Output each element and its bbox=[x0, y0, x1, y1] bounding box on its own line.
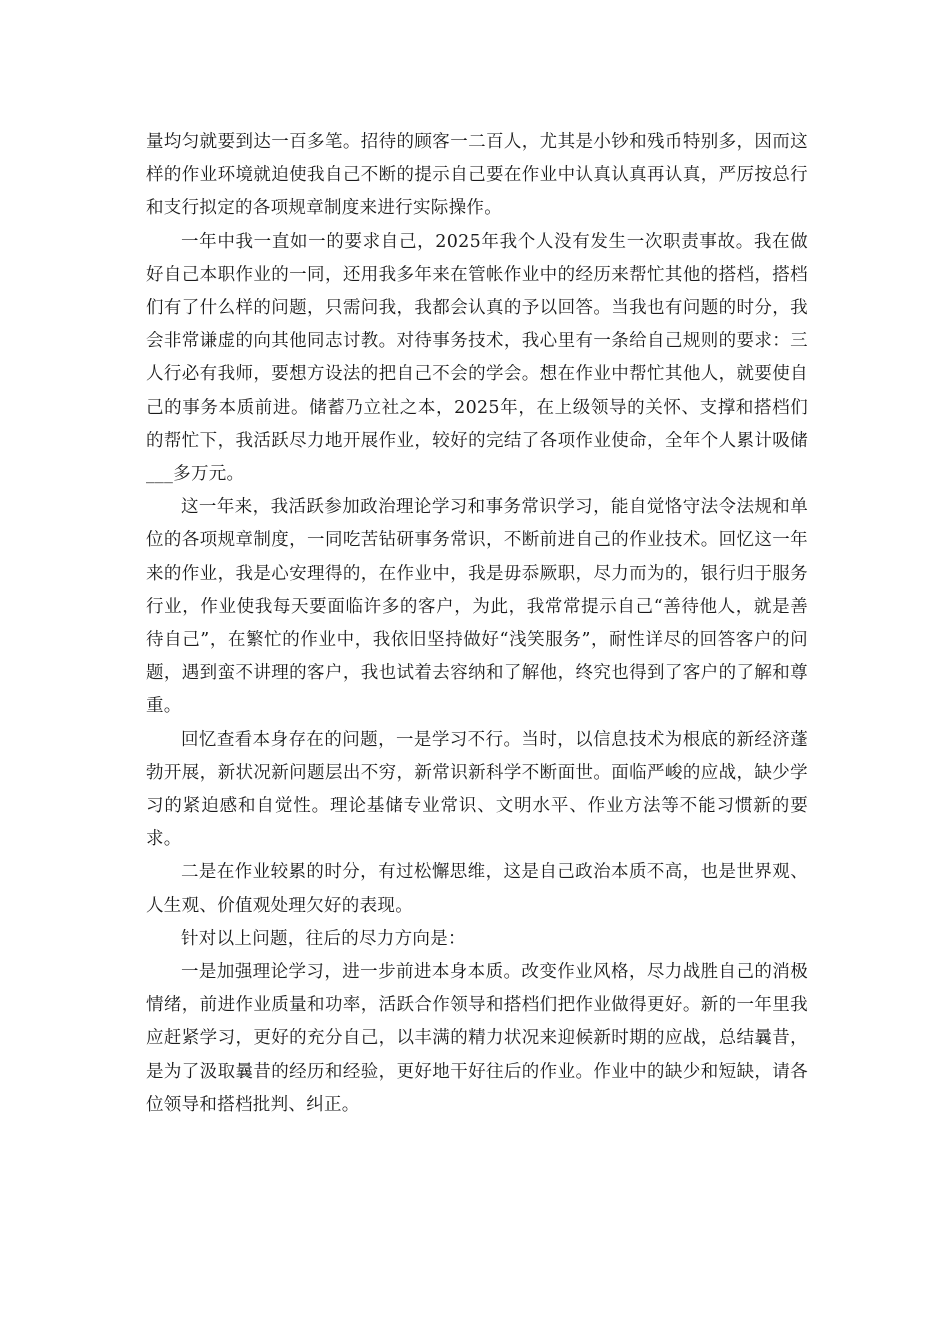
paragraph-responsibility: 一年中我一直如一的要求自己，2025年我个人没有发生一次职责事故。我在做好自己本职作业的一同，还用我多年来在管帐作业中的经历来帮忙其他的搭档，搭档们有了什么样的问题，只需问我，我都会认真的予以回答。当我也有问题的时分，我会非常谦虚的向其他同志讨教。对待事务技术，我心里有一条给自己规则的要求：三人行必有我师，要想方设法的把自己不会的学会。想在作业中帮忙其他人，就要使自己的事务本质前进。储蓄乃立社之本，2025年，在上级领导的关怀、支撑和搭档们的帮忙下，我活跃尽力地开展作业，较好的完结了各项作业使命，全年个人累计吸储___多万元。 bbox=[146, 231, 808, 485]
paragraph-continuation: 量均匀就要到达一百多笔。招待的顾客一二百人，尤其是小钞和残币特别多，因而这样的作业环境就迫使我自己不断的提示自己要在作业中认真认真再认真，严厉按总行和支行拟定的各项规章制度来进行实际操作。 bbox=[146, 132, 808, 219]
paragraph-direction-one: 一是加强理论学习，进一步前进本身本质。改变作业风格，尽力战胜自己的消极情绪，前进作业质量和功率，活跃合作领导和搭档们把作业做得更好。新的一年里我应赶紧学习，更好的充分自己，以丰满的精力状况来迎候新时期的应战，总结曩昔，是为了汲取曩昔的经历和经验，更好地干好往后的作业。作业中的缺少和短缺，请各位领导和搭档批判、纠正。 bbox=[146, 962, 808, 1115]
paragraph-study-and-service: 这一年来，我活跃参加政治理论学习和事务常识学习，能自觉恪守法令法规和单位的各项规章制度，一同吃苦钻研事务常识，不断前进自己的作业技术。回忆这一年来的作业，我是心安理得的，在作业中，我是毋忝厥职，尽力而为的，银行归于服务行业，作业使我每天要面临许多的客户，为此，我常常提示自己“善待他人，就是善待自己”，在繁忙的作业中，我依旧坚持做好“浅笑服务”，耐性详尽的回答客户的问题，遇到蛮不讲理的客户，我也试着去容纳和了解他，终究也得到了客户的了解和尊重。 bbox=[146, 497, 808, 717]
paragraph-problem-two: 二是在作业较累的时分，有过松懈思维，这是自己政治本质不高，也是世界观、人生观、价值观处理欠好的表现。 bbox=[146, 862, 808, 916]
paragraph-problems: 回忆查看本身存在的问题，一是学习不行。当时，以信息技术为根底的新经济蓬勃开展，新状况新问题层出不穷，新常识新科学不断面世。面临严峻的应战，缺少学习的紧迫感和自觉性。理论基储专业常识、文明水平、作业方法等不能习惯新的要求。 bbox=[146, 729, 808, 850]
paragraph-direction-intro: 针对以上问题，往后的尽力方向是： bbox=[181, 928, 466, 949]
document-body bbox=[146, 126, 808, 1122]
